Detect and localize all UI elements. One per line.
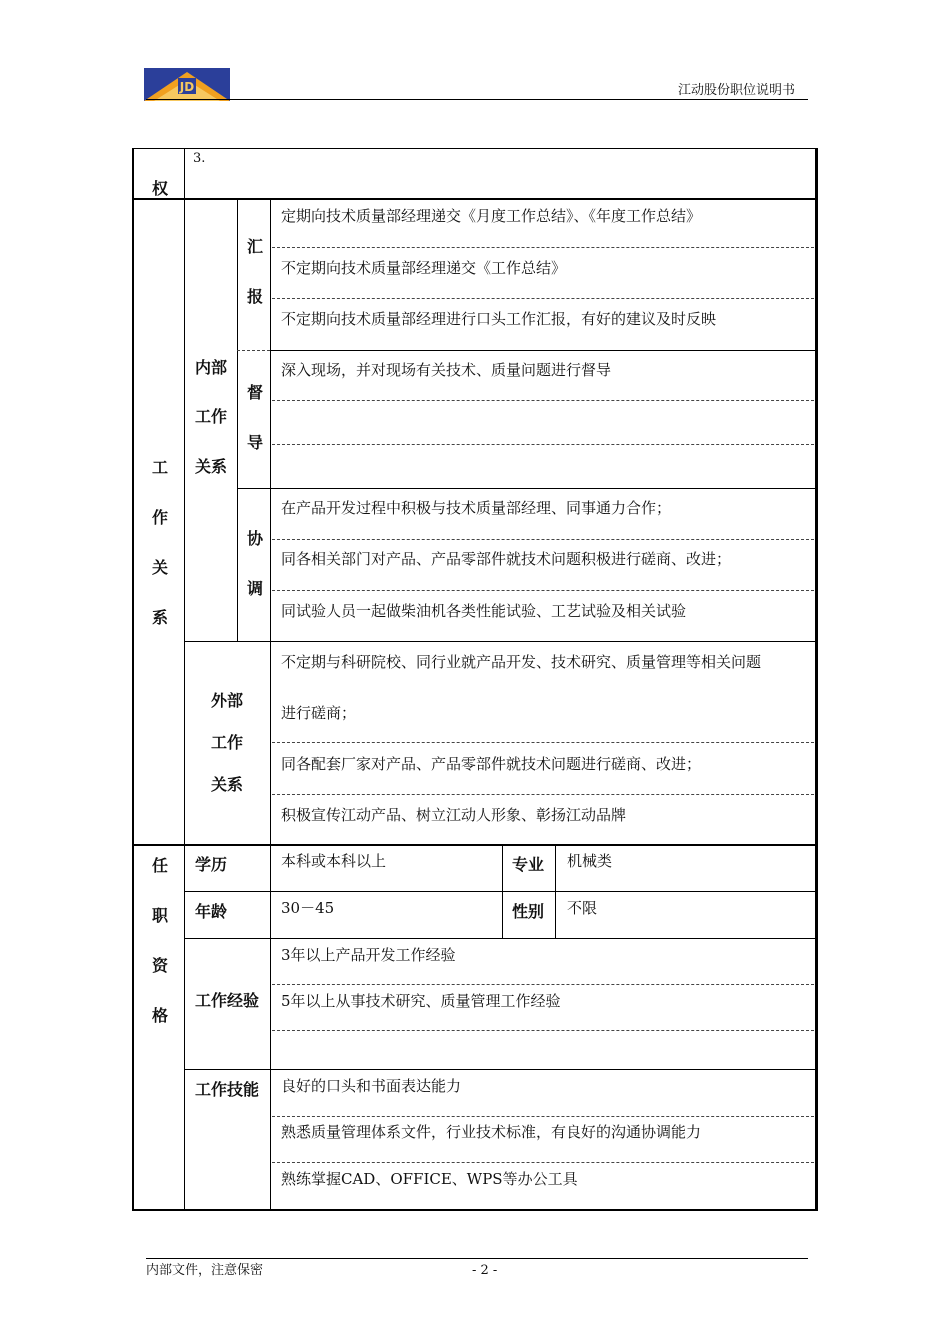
experience-item: 5年以上从事技术研究、质量管理工作经验	[281, 992, 561, 1010]
doc-title: 江动股份职位说明书	[678, 83, 796, 98]
coordinate-item: 同试验人员一起做柴油机各类性能试验、工艺试验及相关试验	[281, 602, 687, 620]
skills-item: 熟悉质量管理体系文件，行业技术标准，有良好的沟通协调能力	[281, 1123, 702, 1141]
major-value: 机械类	[567, 852, 613, 870]
education-value: 本科或本科以上	[281, 852, 387, 870]
footer-divider	[146, 1258, 808, 1259]
external-item: 不定期与科研院校、同行业就产品开发、技术研究、质量管理等相关问题	[281, 653, 762, 671]
education-label: 学历	[195, 855, 228, 874]
major-label: 专业	[512, 855, 545, 874]
age-value: 30－45	[281, 899, 335, 917]
experience-label: 工作经验	[195, 991, 260, 1010]
external-item: 同各配套厂家对产品、产品零部件就技术问题进行磋商、改进；	[281, 755, 702, 773]
external-item: 进行磋商；	[281, 704, 357, 722]
supervise-item: 深入现场，并对现场有关技术、质量问题进行督导	[281, 361, 612, 379]
report-item: 不定期向技术质量部经理进行口头工作汇报，有好的建议及时反映	[281, 310, 717, 328]
gender-label: 性别	[512, 902, 545, 921]
rights-item-3: 3.	[193, 151, 206, 166]
page-number: - 2 -	[472, 1263, 498, 1278]
skills-label: 工作技能	[195, 1080, 260, 1099]
experience-item: 3年以上产品开发工作经验	[281, 946, 456, 964]
skills-item: 良好的口头和书面表达能力	[281, 1077, 462, 1095]
gender-value: 不限	[567, 899, 598, 917]
footer-confidential: 内部文件，注意保密	[146, 1263, 264, 1278]
report-item: 不定期向技术质量部经理递交《工作总结》	[281, 259, 567, 277]
external-item: 积极宣传江动产品、树立江动人形象、彰扬江动品牌	[281, 806, 627, 824]
coordinate-item: 同各相关部门对产品、产品零部件就技术问题积极进行磋商、改进；	[281, 550, 732, 568]
coordinate-item: 在产品开发过程中积极与技术质量部经理、同事通力合作；	[281, 499, 672, 517]
skills-item: 熟练掌握CAD、OFFICE、WPS等办公工具	[281, 1170, 578, 1188]
rights-label: 权	[151, 179, 168, 198]
report-item: 定期向技术质量部经理递交《月度工作总结》、《年度工作总结》	[281, 207, 702, 225]
header-divider	[146, 99, 808, 100]
age-label: 年龄	[195, 902, 228, 921]
company-logo	[144, 68, 230, 101]
svg-text:JD: JD	[179, 80, 195, 94]
